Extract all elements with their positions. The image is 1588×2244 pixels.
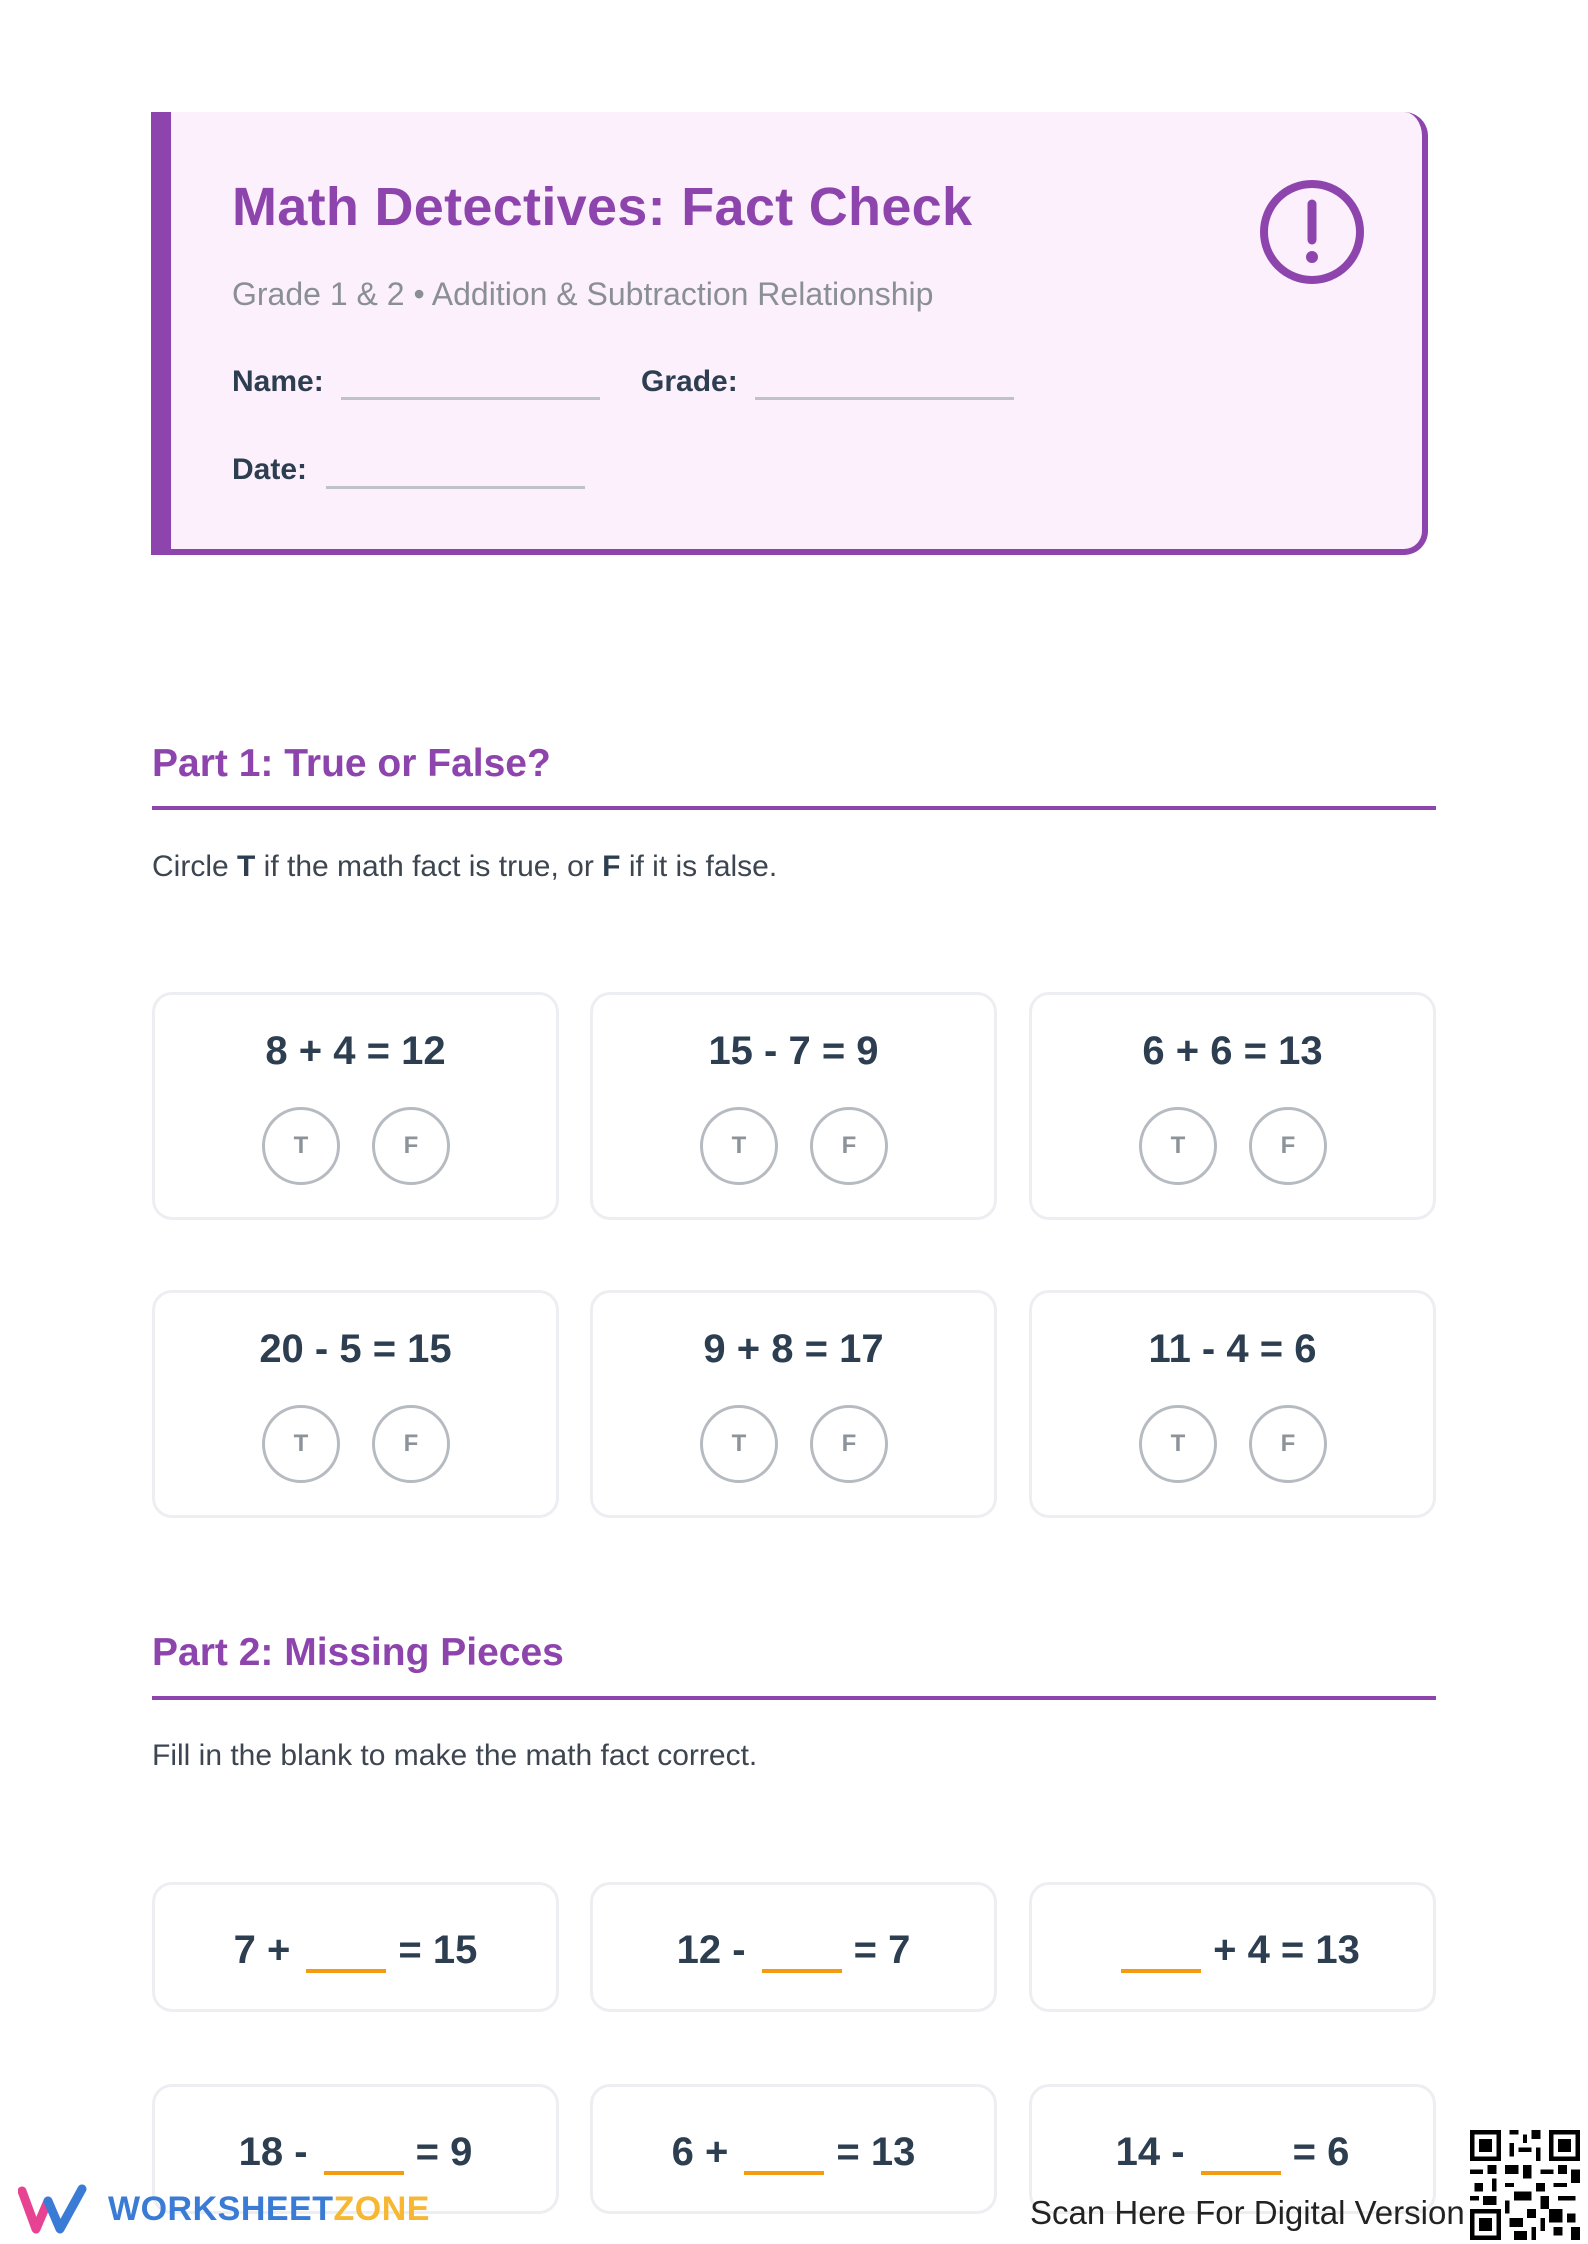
tf-card [152,992,559,1220]
part1-divider [152,806,1436,810]
math-fact: 15 - 7 = 9 [708,1029,879,1073]
equation-right: + 4 = 13 [1213,1928,1360,1972]
worksheet-title: Math Detectives: Fact Check [232,177,973,237]
answer-blank[interactable] [324,2127,404,2175]
answer-blank[interactable] [306,1925,386,1973]
tf-card [590,1290,997,1518]
name-label: Name: [232,365,324,398]
math-fact: 9 + 8 = 17 [703,1327,884,1371]
math-fact: 8 + 4 = 12 [265,1029,446,1073]
true-choice[interactable]: T [1139,1405,1217,1483]
equation-left: 14 - [1115,2130,1185,2174]
equation-left: 6 + [671,2130,729,2174]
false-choice[interactable]: F [810,1405,888,1483]
missing-card [152,1882,559,2012]
worksheet-subtitle: Grade 1 & 2 • Addition & Subtraction Relationship [232,276,934,312]
true-choice[interactable]: T [262,1107,340,1185]
false-choice[interactable]: F [810,1107,888,1185]
false-choice[interactable]: F [1249,1107,1327,1185]
answer-blank[interactable] [1121,1925,1201,1973]
answer-blank[interactable] [1201,2127,1281,2175]
tf-card [1029,992,1436,1220]
equation-left: 12 - [676,1928,746,1972]
equation-right: = 6 [1292,2130,1350,2174]
equation-right: = 13 [836,2130,916,2174]
equation-right: = 7 [853,1928,911,1972]
equation-right: = 9 [415,2130,473,2174]
true-choice[interactable]: T [1139,1107,1217,1185]
part1-instructions: Circle T if the math fact is true, or F if it is false. [152,850,778,883]
true-choice[interactable]: T [700,1405,778,1483]
grade-label: Grade: [641,365,738,398]
date-field[interactable] [326,486,585,489]
false-choice[interactable]: F [372,1107,450,1185]
equation-right: = 15 [398,1928,478,1972]
missing-card [590,1882,997,2012]
math-fact: 20 - 5 = 15 [259,1327,452,1371]
true-choice[interactable]: T [262,1405,340,1483]
name-field[interactable] [341,397,600,400]
worksheetzone-logo-icon [18,2183,90,2237]
math-fact: 6 + 6 = 13 [1142,1029,1323,1073]
equation-left: 18 - [238,2130,308,2174]
part1-title: Part 1: True or False? [152,742,551,785]
part2-divider [152,1696,1436,1700]
false-choice[interactable]: F [372,1405,450,1483]
false-choice[interactable]: F [1249,1405,1327,1483]
part2-instructions: Fill in the blank to make the math fact correct. [152,1739,758,1772]
qr-code-icon[interactable] [1470,2130,1580,2240]
tf-card [152,1290,559,1518]
answer-blank[interactable] [744,2127,824,2175]
part2-title: Part 2: Missing Pieces [152,1631,564,1674]
equation-left: 7 + [233,1928,291,1972]
math-fact: 11 - 4 = 6 [1148,1327,1317,1371]
grade-field[interactable] [755,397,1014,400]
true-choice[interactable]: T [700,1107,778,1185]
brand-name: WORKSHEETZONE [108,2190,430,2228]
scan-caption: Scan Here For Digital Version [1030,2194,1465,2231]
exclamation-circle-icon [1258,178,1366,286]
tf-card [1029,1290,1436,1518]
missing-card [1029,1882,1436,2012]
missing-card [590,2084,997,2214]
date-label: Date: [232,453,308,486]
tf-card [590,992,997,1220]
answer-blank[interactable] [762,1925,842,1973]
